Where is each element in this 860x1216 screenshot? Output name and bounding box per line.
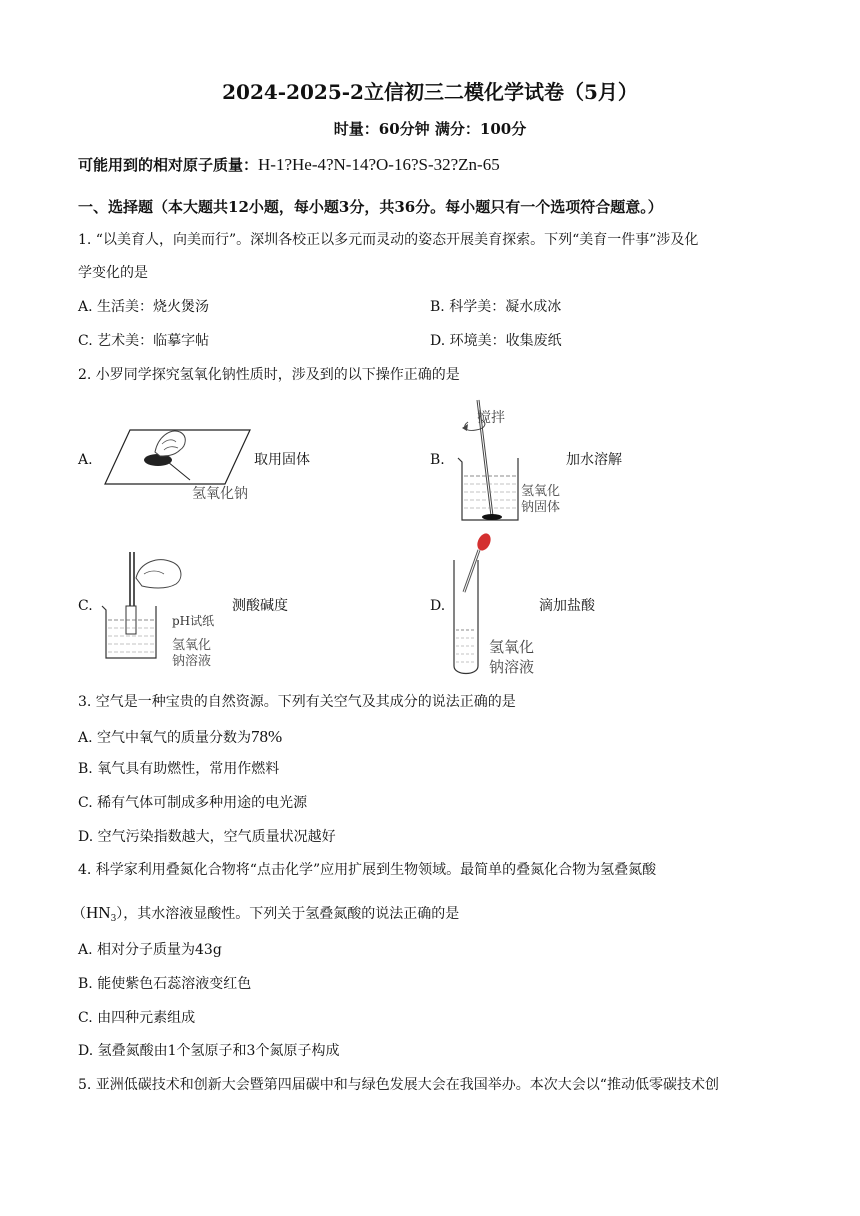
q4-formula-subscript: 3 — [110, 914, 117, 924]
q2-option-a-caption: 取用固体 — [254, 452, 310, 468]
q5-stem-line1: 5. 亚洲低碳技术和创新大会暨第四届碳中和与绿色发展大会在我国举办。本次大会以“推动低零碳技术创 — [78, 1077, 719, 1093]
q1-stem-line1: 1. “以美育人，向美而行”。深圳各校正以多元而灵动的姿态开展美育探索。下列“美育一件事”涉及化 — [78, 232, 699, 248]
q4-option-c: C. 由四种元素组成 — [78, 1010, 196, 1026]
page-title: 2024-2025-2立信初三二模化学试卷（5月） — [222, 80, 638, 104]
q3-stem: 3. 空气是一种宝贵的自然资源。下列有关空气及其成分的说法正确的是 — [78, 694, 516, 710]
q2-option-d-caption: 滴加盐酸 — [539, 598, 595, 614]
q4-option-d: D. 氢叠氮酸由1个氢原子和3个氮原子构成 — [78, 1043, 340, 1059]
q2-d-figure-label2: 钠溶液 — [489, 658, 535, 676]
q3-option-a-text: A. 空气中氧气的质量分数为 — [78, 730, 252, 746]
q2-option-b-caption: 加水溶解 — [566, 452, 622, 468]
q2-option-c-letter: C. — [78, 598, 93, 614]
q1-option-c: C. 艺术美：临摹字帖 — [78, 333, 210, 349]
q4-paren-open: （ — [72, 906, 86, 922]
q3-option-b: B. 氧气具有助燃性，常用作燃料 — [78, 761, 280, 777]
q3-option-a — [78, 727, 282, 747]
q3-option-c: C. 稀有气体可制成多种用途的电光源 — [78, 795, 308, 811]
atomic-mass-line — [78, 154, 500, 175]
q2-stem: 2. 小罗同学探究氢氧化钠性质时，涉及到的以下操作正确的是 — [78, 367, 460, 383]
q2-b-stir-label: 搅拌 — [477, 410, 505, 426]
q2-option-d-letter: D. — [430, 598, 446, 614]
q3-option-a-value: 78% — [251, 727, 283, 746]
q2-b-figure-label1: 氢氧化 — [521, 484, 561, 499]
q4-option-b: B. 能使紫色石蕊溶液变红色 — [78, 976, 252, 992]
q2-a-figure-label: 氢氧化钠 — [192, 486, 248, 502]
q2-option-c-caption: 测酸碱度 — [232, 598, 288, 614]
q4-option-a: A. 相对分子质量为43g — [78, 942, 222, 958]
q2-b-figure-label2: 钠固体 — [521, 500, 561, 515]
q2-option-a-letter: A. — [78, 452, 93, 468]
q2-option-b-letter: B. — [430, 452, 445, 468]
q2-c-ph-label: pH试纸 — [172, 614, 215, 628]
q1-option-a: A. 生活美：烧火煲汤 — [78, 299, 210, 315]
q3-option-d: D. 空气污染指数越大，空气质量状况越好 — [78, 829, 336, 845]
q1-option-b: B. 科学美：凝水成冰 — [430, 299, 562, 315]
time-score: 时量：60分钟 满分：100分 — [333, 120, 527, 138]
q4-stem-line2-rest: ），其水溶液显酸性。下列关于氢叠氮酸的说法正确的是 — [116, 906, 460, 922]
q1-option-d: D. 环境美：收集废纸 — [430, 333, 562, 349]
section-heading: 一、选择题（本大题共12小题，每小题3分，共36分。每小题只有一个选项符合题意。） — [78, 198, 663, 216]
q4-formula: HN — [86, 903, 111, 922]
atomic-mass-values: H-1?He-4?N-14?O-16?S-32?Zn-65 — [258, 155, 500, 174]
q2-c-figure-label2: 钠溶液 — [172, 654, 212, 669]
q2-d-figure-label1: 氢氧化 — [489, 638, 535, 656]
q4-stem-line2 — [72, 903, 459, 925]
q4-stem-line1: 4. 科学家利用叠氮化合物将“点击化学”应用扩展到生物领域。最简单的叠氮化合物为氢叠氮酸 — [78, 862, 657, 878]
q1-stem-line2: 学变化的是 — [78, 265, 148, 281]
q2-c-figure-label1: 氢氧化 — [172, 638, 212, 653]
atomic-mass-label: 可能用到的相对原子质量： — [78, 156, 259, 174]
